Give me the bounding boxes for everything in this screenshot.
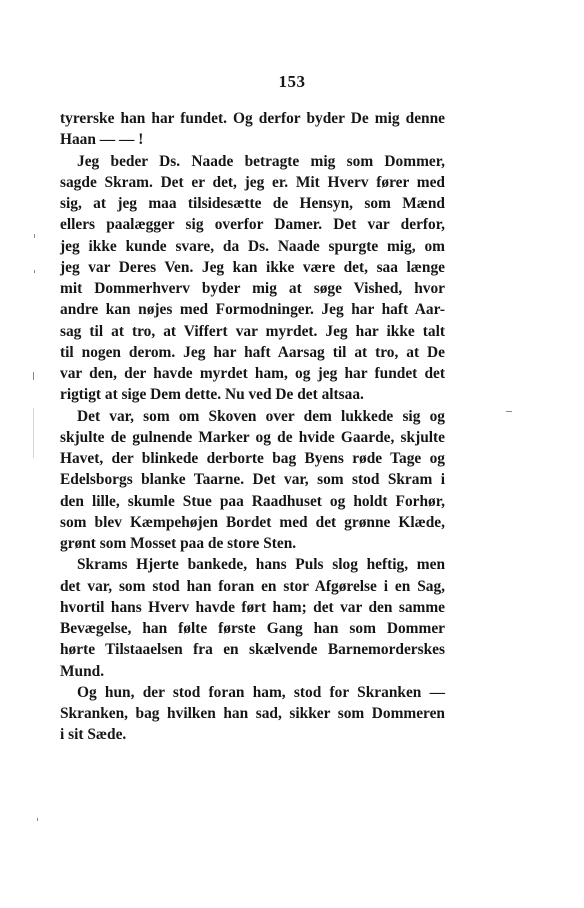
- text-line: var den, der havde myrdet ham, og jeg har fundet det: [60, 365, 445, 382]
- text-line: det var, som stod han foran en stor Afgørelse i en Sag,: [60, 577, 445, 595]
- text-line: jeg ikke kunde svare, da Ds. Naade spurgte mig, om: [60, 237, 445, 255]
- scan-speck: [34, 270, 35, 273]
- text-line: den lille, skumle Stue paa Raadhuset og holdt Forhør,: [60, 492, 445, 510]
- text-line: Skranken, bag hvilken han sad, sikker som Dommeren: [60, 705, 445, 722]
- text-line: Jeg beder Ds. Naade betragte mig som Dommer,: [77, 152, 445, 170]
- text-line: ellers paalægger sig overfor Damer. Det var derfor,: [60, 216, 445, 234]
- text-line: Skrams Hjerte bankede, hans Puls slog heftig, men: [77, 556, 445, 574]
- text-line: til nogen derom. Jeg har haft Aarsag til at tro, at De: [60, 343, 445, 361]
- text-line: mit Dommerhverv byder mig at søge Vished, hvor: [60, 280, 445, 297]
- page-number: 153: [278, 72, 306, 91]
- text-line: Mund.: [60, 662, 105, 680]
- text-line: Og hun, der stod foran ham, stod for Skranken —: [77, 683, 445, 701]
- text-line: hvortil hans Hverv havde ført ham; det var den samme: [60, 598, 445, 616]
- scan-speck: [37, 818, 38, 821]
- scan-speck: [33, 408, 34, 458]
- text-line: hørte Tilstaaelsen fra en skælvende Barnemorderskes: [60, 641, 445, 659]
- text-line: Bevægelse, han følte første Gang han som Dommer: [60, 620, 445, 637]
- text-line: andre kan nøjes med Formodninger. Jeg har haft Aar-: [60, 301, 445, 319]
- body-text: [60, 108, 445, 746]
- text-line: tyrerske han har fundet. Og derfor byder De mig denne: [60, 110, 445, 127]
- text-line: jeg var Deres Ven. Jeg kan ikke være det, saa længe: [60, 258, 445, 276]
- scan-speck: [33, 372, 34, 380]
- text-line: sag til at tro, at Viffert var myrdet. Jeg har ikke talt: [60, 322, 445, 340]
- text-line: sagde Skram. Det er det, jeg er. Mit Hverv fører med: [60, 173, 445, 191]
- scan-speck: [34, 234, 35, 238]
- text-line: skjulte de gulnende Marker og de hvide Gaarde, skjulte: [60, 428, 445, 446]
- text-line: som blev Kæmpehøjen Bordet med det grønne Klæde,: [60, 513, 445, 531]
- text-line: Edelsborgs blanke Taarne. Det var, som stod Skram i: [60, 471, 445, 489]
- text-line: i sit Sæde.: [60, 726, 127, 744]
- text-line: grønt som Mosset paa de store Sten.: [60, 535, 297, 552]
- text-line: rigtigt at sige Dem dette. Nu ved De det altsaa.: [60, 386, 364, 404]
- text-line: Haan — — !: [60, 131, 144, 149]
- text-line: Det var, som om Skoven over dem lukkede sig og: [77, 407, 445, 425]
- text-line: sig, at jeg maa tilsidesætte de Hensyn, som Mænd: [60, 195, 445, 212]
- text-line: Havet, der blinkede derborte bag Byens røde Tage og: [60, 450, 445, 467]
- scan-speck: [506, 411, 512, 412]
